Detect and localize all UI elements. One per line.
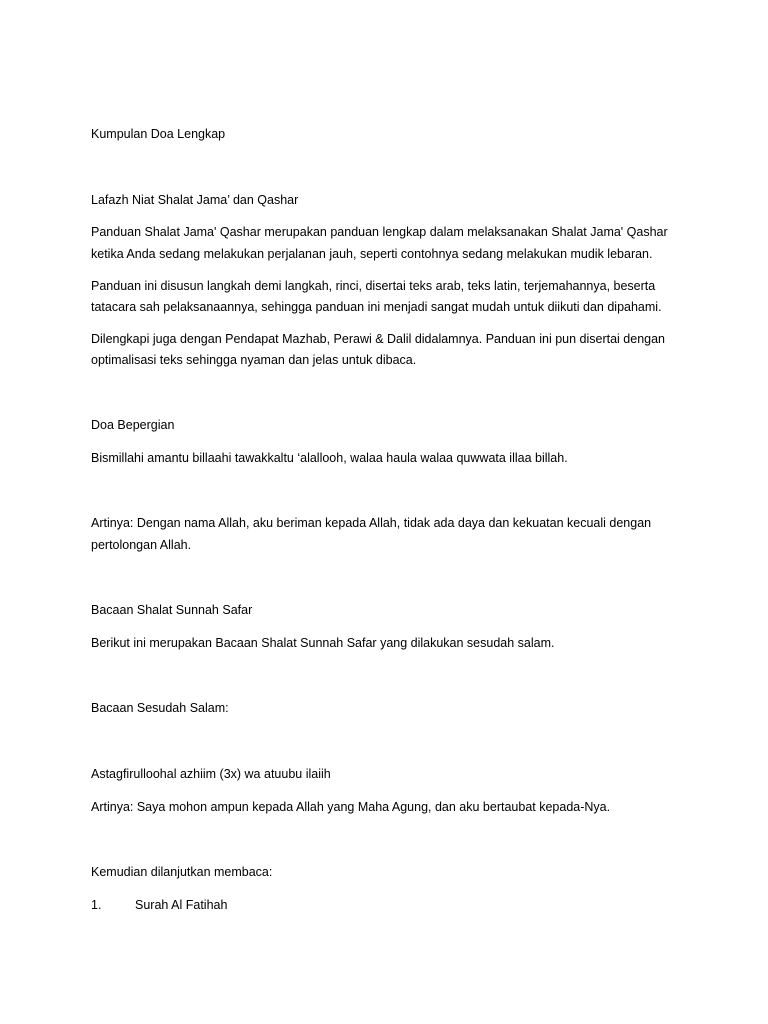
paragraph-line: ketika Anda sedang melakukan perjalanan jauh, seperti contohnya sedang melakukan mudik lebaran. — [91, 247, 653, 261]
list-item-number: 1. — [91, 898, 102, 912]
translation-line: pertolongan Allah. — [91, 538, 192, 552]
continue-text: Kemudian dilanjutkan membaca: — [91, 865, 273, 879]
doa-latin-text: Bismillahi amantu billaahi tawakkaltu ‘alallooh, walaa haula walaa quwwata illaa billah. — [91, 451, 568, 465]
paragraph-line: Panduan ini disusun langkah demi langkah, rinci, disertai teks arab, teks latin, terjemahannya, beserta — [91, 279, 656, 293]
istighfar-text: Astagfirulloohal azhiim (3x) wa atuubu ilaiih — [91, 767, 331, 781]
section-heading-shalat-safar: Bacaan Shalat Sunnah Safar — [91, 603, 253, 617]
list-item-label: Surah Al Fatihah — [135, 898, 228, 912]
translation-line: Artinya: Dengan nama Allah, aku beriman kepada Allah, tidak ada daya dan kekuatan kecuali dengan — [91, 516, 652, 530]
paragraph-line: Panduan Shalat Jama' Qashar merupakan panduan lengkap dalam melaksanakan Shalat Jama' Qashar — [91, 225, 668, 239]
paragraph-line: Dilengkapi juga dengan Pendapat Mazhab, Perawi & Dalil didalamnya. Panduan ini pun disertai dengan — [91, 332, 665, 346]
paragraph-line: tatacara sah pelaksanaannya, sehingga panduan ini menjadi sangat mudah untuk diikuti dan dipahami. — [91, 300, 662, 314]
section-heading-doa-bepergian: Doa Bepergian — [91, 418, 175, 432]
paragraph-line: Berikut ini merupakan Bacaan Shalat Sunnah Safar yang dilakukan sesudah salam. — [91, 636, 555, 650]
document-title: Kumpulan Doa Lengkap — [91, 127, 226, 141]
subheading-sesudah-salam: Bacaan Sesudah Salam: — [91, 701, 229, 715]
istighfar-meaning: Artinya: Saya mohon ampun kepada Allah yang Maha Agung, dan aku bertaubat kepada-Nya. — [91, 800, 611, 814]
paragraph-line: optimalisasi teks sehingga nyaman dan jelas untuk dibaca. — [91, 353, 417, 367]
section-heading-niat: Lafazh Niat Shalat Jama’ dan Qashar — [91, 193, 299, 207]
